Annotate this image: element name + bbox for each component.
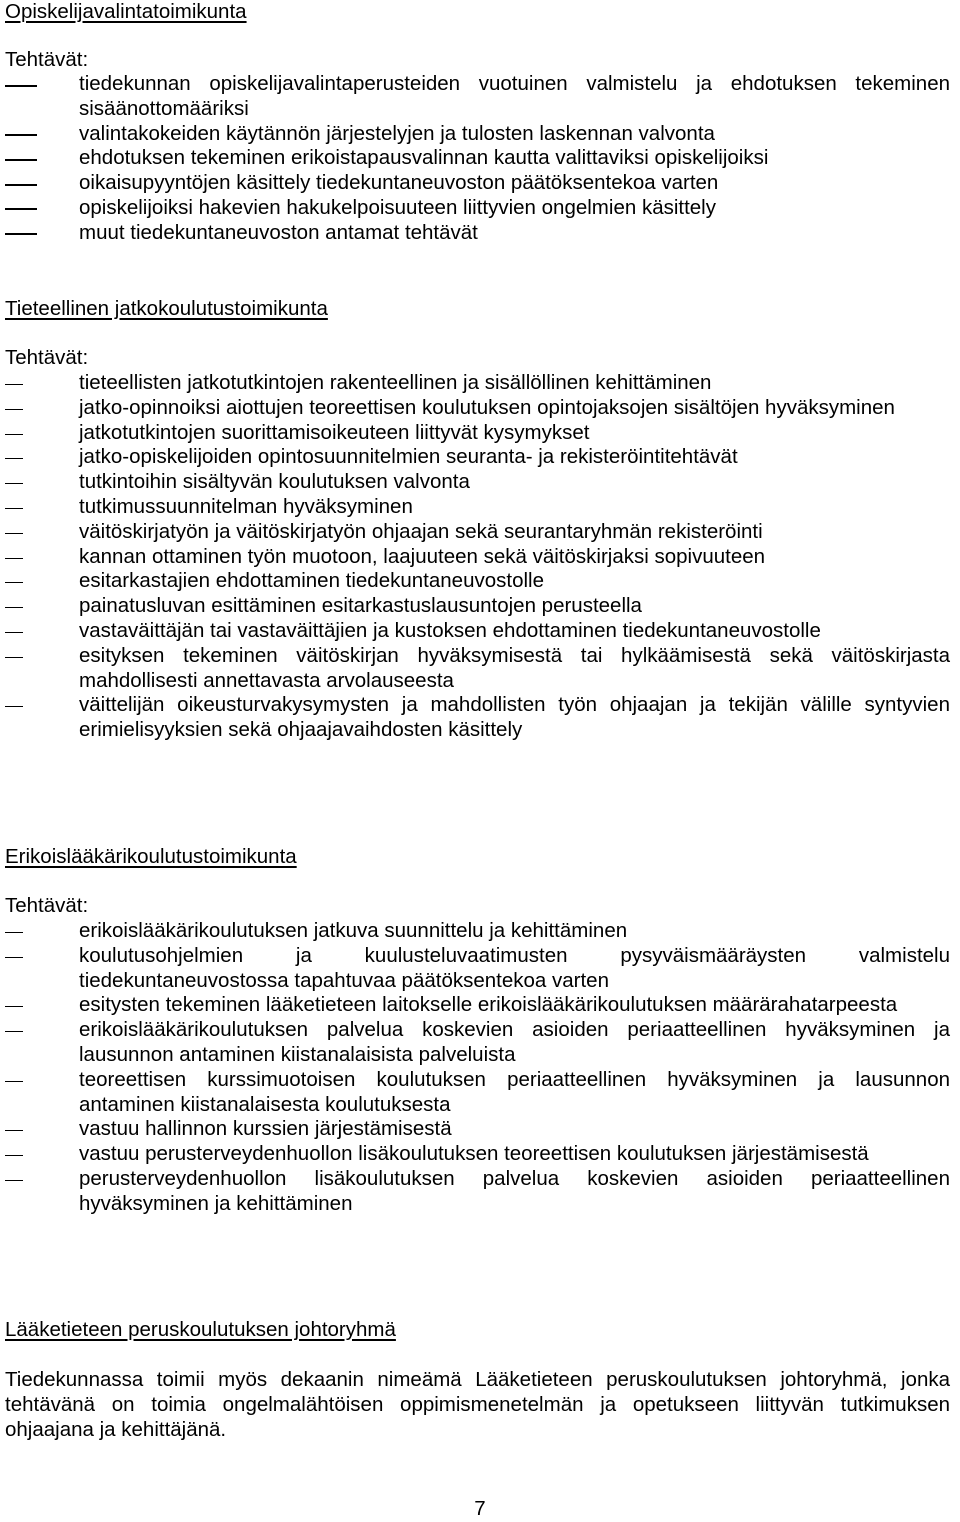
task-item-text: tiedekunnan opiskelijavalintaperusteiden vuotuinen valmistelu ja ehdotuksen tekeminen sisäänottomääriksi (79, 72, 950, 120)
dash-bullet-icon (5, 558, 23, 559)
task-item (5, 644, 950, 694)
task-item (5, 944, 950, 994)
task-item (5, 1167, 950, 1217)
task-item-text: erikoislääkärikoulutuksen jatkuva suunnittelu ja kehittäminen (79, 919, 628, 942)
task-item (5, 495, 950, 520)
section-title-peruskoulutus-johtoryhma: Lääketieteen peruskoulutuksen johtoryhmä (5, 1318, 396, 1341)
dash-bullet-icon (5, 409, 23, 410)
task-item-text: vastaväittäjän tai vastaväittäjien ja kustoksen ehdottaminen tiedekuntaneuvostolle (79, 618, 821, 642)
task-item (5, 421, 950, 446)
dash-bullet-icon (5, 1006, 23, 1007)
task-item-text: koulutusohjelmien ja kuulusteluvaatimusten pysyväismääräysten valmistelu tiedekuntaneuvostossa tapahtuvaa päätöksentekoa varten (79, 943, 950, 992)
dash-bullet-icon (5, 85, 37, 87)
page-number: 7 (474, 1497, 486, 1520)
task-list-opiskelijavalinta (5, 72, 950, 246)
task-item-text: esitarkastajien ehdottaminen tiedekuntaneuvostolle (79, 569, 544, 593)
task-item-text: painatusluvan esittäminen esitarkastuslausuntojen perusteella (79, 594, 642, 618)
task-item (5, 196, 950, 221)
tasks-label: Tehtävät: (5, 48, 89, 71)
task-item-text: perusterveydenhuollon lisäkoulutuksen palvelua koskevien asioiden periaatteellinen hyväksyminen ja kehittäminen (79, 1166, 950, 1215)
dash-bullet-icon (5, 159, 37, 161)
task-item (5, 569, 950, 594)
task-item (5, 371, 950, 396)
task-list-jatkokoulutus (5, 371, 950, 743)
task-item-text: kannan ottaminen työn muotoon, laajuuteen sekä väitöskirjaksi sopivuuteen (79, 544, 766, 568)
task-item-text: väitöskirjatyön ja väitöskirjatyön ohjaajan sekä seurantaryhmän rekisteröinti (79, 519, 763, 543)
tasks-label: Tehtävät: (5, 894, 89, 917)
dash-bullet-icon (5, 533, 23, 534)
task-item (5, 445, 950, 470)
task-item (5, 1142, 950, 1167)
dash-bullet-icon (5, 1031, 23, 1032)
task-item-text: teoreettisen kurssimuotoisen koulutuksen periaatteellinen hyväksyminen ja lausunnon antaminen kiistanalaisesta koulutuksesta (79, 1067, 950, 1116)
task-item-text: vastuu hallinnon kurssien järjestämisestä (79, 1117, 452, 1141)
task-item (5, 993, 950, 1018)
task-item (5, 72, 950, 122)
dash-bullet-icon (5, 508, 23, 509)
task-item (5, 122, 950, 147)
task-item-text: jatko-opiskelijoiden opintosuunnitelmien seuranta- ja rekisteröintitehtävät (79, 445, 738, 469)
task-item (5, 545, 950, 570)
task-item (5, 919, 950, 944)
dash-bullet-icon (5, 582, 23, 583)
task-item (5, 171, 950, 196)
task-list-erikoislaakarikoulutus (5, 919, 950, 1217)
task-item (5, 693, 950, 743)
task-item (5, 1117, 950, 1142)
task-item-text: valintakokeiden käytännön järjestelyjen ja tulosten laskennan valvonta (79, 121, 715, 145)
dash-bullet-icon (5, 184, 37, 186)
task-item-text: erikoislääkärikoulutuksen palvelua koskevien asioiden periaatteellinen hyväksyminen ja lausunnon antaminen kiistanalaisista palveluista (79, 1018, 950, 1066)
task-item-text: opiskelijoiksi hakevien hakukelpoisuuteen liittyvien ongelmien käsittely (79, 195, 716, 219)
task-item (5, 1018, 950, 1068)
section-title-opiskelijavalinta: Opiskelijavalintatoimikunta (5, 0, 247, 23)
dash-bullet-icon (5, 483, 23, 484)
task-item (5, 619, 950, 644)
section-title-jatkokoulutus: Tieteellinen jatkokoulutustoimikunta (5, 297, 328, 320)
dash-bullet-icon (5, 1180, 23, 1181)
tasks-label: Tehtävät: (5, 346, 89, 369)
dash-bullet-icon (5, 434, 23, 435)
dash-bullet-icon (5, 657, 23, 658)
dash-bullet-icon (5, 607, 23, 608)
task-item-text: väittelijän oikeusturvakysymysten ja mahdollisten työn ohjaajan ja tekijän välille syntyvien erimielisyyksien sekä ohjaajavaihdosten käsittely (79, 693, 950, 742)
dash-bullet-icon (5, 458, 23, 459)
task-item (5, 1068, 950, 1118)
dash-bullet-icon (5, 384, 23, 385)
dash-bullet-icon (5, 134, 37, 136)
dash-bullet-icon (5, 706, 23, 707)
task-item-text: vastuu perusterveydenhuollon lisäkoulutuksen teoreettisen koulutuksen järjestämisestä (79, 1142, 869, 1166)
task-item (5, 520, 950, 545)
dash-bullet-icon (5, 632, 23, 633)
dash-bullet-icon (5, 208, 37, 210)
task-item (5, 470, 950, 495)
task-item-text: jatkotutkintojen suorittamisoikeuteen liittyvät kysymykset (79, 420, 590, 444)
dash-bullet-icon (5, 1130, 23, 1131)
task-item-text: oikaisupyyntöjen käsittely tiedekuntaneuvoston päätöksentekoa varten (79, 171, 719, 195)
task-item (5, 594, 950, 619)
task-item-text: esitysten tekeminen lääketieteen laitokselle erikoislääkärikoulutuksen määrärahatarpeesta (79, 993, 898, 1017)
dash-bullet-icon (5, 1081, 23, 1082)
task-item-text: tieteellisten jatkotutkintojen rakenteellinen ja sisällöllinen kehittäminen (79, 371, 712, 394)
task-item (5, 221, 950, 246)
dash-bullet-icon (5, 233, 37, 235)
dash-bullet-icon (5, 932, 23, 933)
task-item-text: tutkintoihin sisältyvän koulutuksen valvonta (79, 470, 470, 494)
task-item-text: esityksen tekeminen väitöskirjan hyväksymisestä tai hylkäämisestä sekä väitöskirjasta mahdollisesti annettavasta arvolauseesta (79, 643, 950, 692)
task-item-text: tutkimussuunnitelman hyväksyminen (79, 494, 413, 518)
task-item (5, 396, 950, 421)
dash-bullet-icon (5, 1155, 23, 1156)
task-item (5, 146, 950, 171)
body-paragraph: Tiedekunnassa toimii myös dekaanin nimeämä Lääketieteen peruskoulutuksen johtoryhmä, jonka tehtävänä on toimia ongelmalähtöisen oppimismenetelmän ja opetukseen liittyvän tutkimuksen ohjaajana ja kehittäjänä. (5, 1368, 950, 1441)
task-item-text: ehdotuksen tekeminen erikoistapausvalinnan kautta valittaviksi opiskelijoiksi (79, 146, 769, 170)
section-title-erikoislaakarikoulutus: Erikoislääkärikoulutustoimikunta (5, 845, 297, 868)
task-item-text: jatko-opinnoiksi aiottujen teoreettisen koulutuksen opintojaksojen sisältöjen hyväksyminen (79, 395, 895, 419)
dash-bullet-icon (5, 957, 23, 958)
task-item-text: muut tiedekuntaneuvoston antamat tehtävät (79, 220, 478, 244)
